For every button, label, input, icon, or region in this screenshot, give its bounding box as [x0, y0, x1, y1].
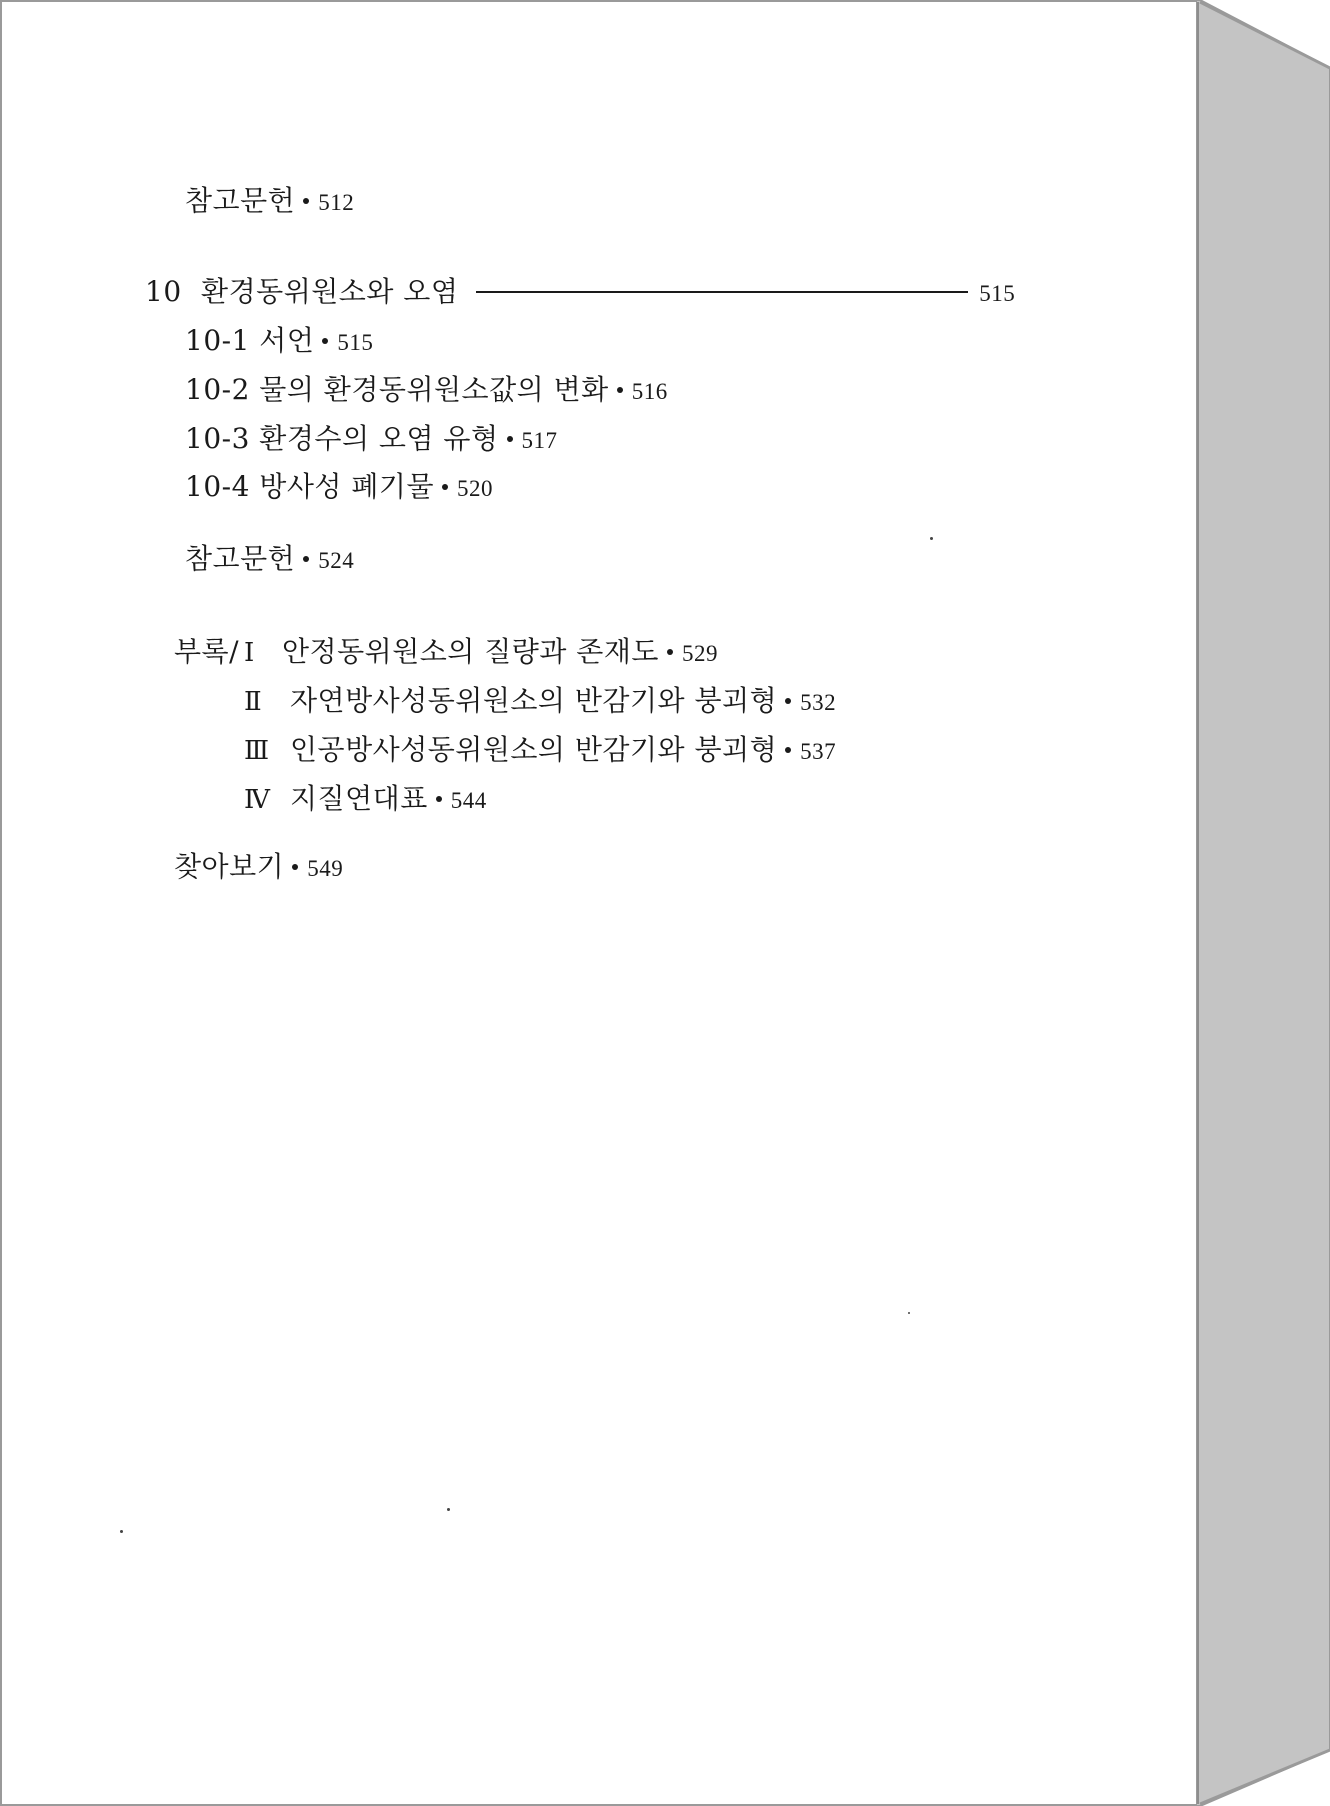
chapter-page: 515	[979, 281, 1016, 306]
scan-speck	[120, 1530, 123, 1533]
toc-section-10-2[interactable]	[185, 373, 668, 409]
section-page: 520	[457, 476, 493, 501]
toc-section-10-3[interactable]	[185, 422, 558, 458]
section-page: 515	[337, 330, 374, 355]
scan-speck	[908, 1312, 910, 1314]
bullet-dot	[785, 698, 791, 704]
toc-entry-references-ch9[interactable]	[185, 184, 354, 220]
section-label: 10-2 물의 환경동위원소값의 변화	[185, 373, 609, 406]
toc-appendix-2[interactable]	[244, 684, 836, 720]
appendix-page: 532	[800, 690, 837, 715]
bullet-dot	[436, 796, 442, 802]
section-label: 10-3 환경수의 오염 유형	[185, 422, 499, 455]
book-spine-edge	[1196, 0, 1330, 1806]
bullet-dot	[507, 436, 513, 442]
appendix-prefix: 부록/	[174, 635, 240, 668]
appendix-label: 지질연대표	[290, 782, 428, 815]
index-label: 찾아보기	[174, 850, 285, 883]
bullet-dot	[322, 338, 328, 344]
section-label: 10-4 방사성 폐기물	[185, 470, 434, 503]
entry-label: 참고문헌	[185, 542, 296, 575]
appendix-label: 자연방사성동위원소의 반감기와 붕괴형	[290, 684, 778, 717]
appendix-page: 544	[450, 788, 487, 813]
entry-page: 524	[318, 548, 355, 573]
chapter-number: 10	[145, 275, 182, 308]
bullet-dot	[442, 484, 448, 490]
bullet-dot	[303, 198, 309, 204]
spine-shape	[1196, 0, 1330, 1806]
appendix-numeral: Ⅳ	[244, 785, 271, 815]
scan-speck	[930, 537, 933, 540]
bullet-dot	[667, 649, 673, 655]
scan-speck	[447, 1508, 450, 1511]
toc-index[interactable]	[174, 850, 343, 886]
entry-label: 참고문헌	[185, 184, 296, 217]
section-page: 517	[521, 428, 558, 453]
chapter-title: 환경동위원소와 오염	[201, 275, 459, 308]
leader-line	[476, 291, 968, 293]
appendix-label: 인공방사성동위원소의 반감기와 붕괴형	[290, 733, 778, 766]
toc-appendix-4[interactable]	[244, 782, 487, 818]
toc-section-10-1[interactable]	[185, 324, 373, 360]
index-page: 549	[307, 856, 344, 881]
appendix-numeral: Ⅲ	[244, 736, 270, 766]
toc-appendix-3[interactable]	[244, 733, 836, 769]
bullet-dot	[617, 387, 623, 393]
section-page: 516	[631, 379, 668, 404]
toc-appendix-1[interactable]	[174, 635, 718, 671]
section-label: 10-1 서언	[185, 324, 315, 357]
entry-page: 512	[318, 190, 355, 215]
appendix-page: 537	[800, 739, 837, 764]
bullet-dot	[292, 864, 298, 870]
appendix-numeral: Ⅰ	[244, 638, 255, 668]
appendix-numeral: Ⅱ	[244, 687, 263, 717]
appendix-page: 529	[681, 641, 718, 666]
toc-chapter-10[interactable]	[145, 275, 1015, 311]
appendix-label: 안정동위원소의 질량과 존재도	[282, 635, 659, 668]
toc-section-10-4[interactable]	[185, 470, 493, 506]
bullet-dot	[303, 556, 309, 562]
bullet-dot	[785, 747, 791, 753]
toc-entry-references-ch10[interactable]	[185, 542, 354, 578]
